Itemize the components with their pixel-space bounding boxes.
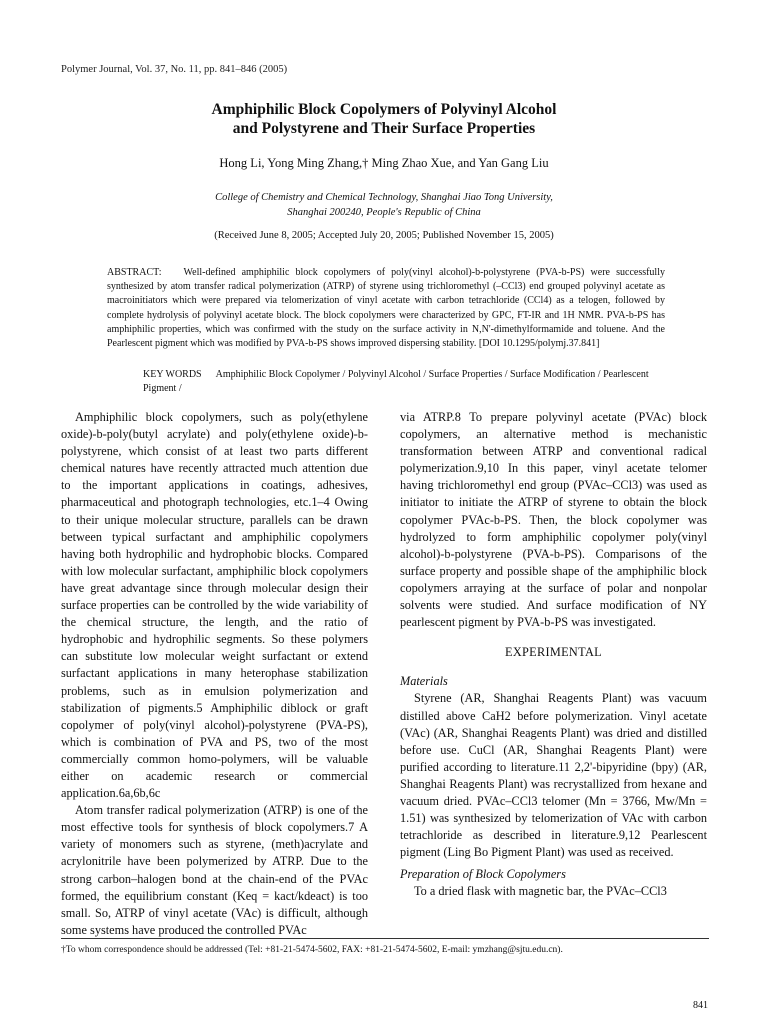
affiliation-line-1: College of Chemistry and Chemical Technology, Shanghai Jiao Tong University, bbox=[215, 192, 553, 203]
footnote-divider bbox=[61, 938, 709, 939]
experimental-heading: EXPERIMENTAL bbox=[505, 645, 602, 660]
preparation-paragraph: To a dried flask with magnetic bar, the PVAc–CCl3 bbox=[414, 884, 667, 899]
keywords-label: KEY WORDS bbox=[143, 369, 202, 380]
keywords bbox=[143, 368, 665, 396]
affiliation bbox=[120, 190, 648, 220]
received-dates: (Received June 8, 2005; Accepted July 20, 2005; Published November 15, 2005) bbox=[214, 230, 554, 241]
abstract-text: Well-defined amphiphilic block copolymers of poly(vinyl alcohol)-b-polystyrene (PVA-b-PS) were successfully synthesized by atom transfer radical polymerization (ATRP) of styrene using trichloromethyl (–CCl3) end grouped polyvinyl acetate as macroinitiators which were prepared via telomerization of vinyl acetate with carbon tetrachloride (CCl4) as a telogen, followed by complete hydrolysis of polyvinyl acetate block. The block copolymers were characterized by GPC, FT-IR and 1H NMR. PVA-b-PS has amphiphilic properties, which was confirmed with the study on the surface activity in N,N'-dimethylformamide and toluene. And the Pearlescent pigment which was modified by PVA-b-PS shows improved dispersing stability. [DOI 10.1295/polymj.37.841] bbox=[107, 267, 665, 350]
author-list: Hong Li, Yong Ming Zhang,† Ming Zhao Xue, and Yan Gang Liu bbox=[219, 156, 549, 170]
title-line-2: and Polystyrene and Their Surface Properties bbox=[232, 120, 536, 137]
page-number: 841 bbox=[693, 1000, 708, 1011]
preparation-heading: Preparation of Block Copolymers bbox=[400, 867, 566, 882]
intro-paragraph-3: via ATRP.8 To prepare polyvinyl acetate (PVAc) block copolymers, an alternative method is mechanistic transformation between ATRP and conventional radical polymerization.9,10 In this paper, vinyl acetate telomer having trichloromethyl end group (PVAc–CCl3) was used as initiator to initiate the ATRP of styrene to obtain the block copolymer PVAc-b-PS. Then, the block copolymer was hydrolyzed to form amphiphilic copolymer poly(vinyl alcohol)-b-polystyrene (PVA-b-PS). Comparisons of the surface property and possible shape of the amphiphilic block copolymers arraying at the surface of polar and nonpolar solvents were studied. And surface modification of NY pearlescent pigment by PVA-b-PS was investigated. bbox=[400, 410, 707, 630]
right-column bbox=[400, 409, 707, 901]
journal-citation: Polymer Journal, Vol. 37, No. 11, pp. 841–846 (2005) bbox=[61, 64, 288, 75]
materials-heading: Materials bbox=[400, 674, 448, 689]
correspondence-footnote: †To whom correspondence should be addressed (Tel: +81-21-5474-5602, FAX: +81-21-5474-5602, E-mail: ymzhang@sjtu.edu.cn). bbox=[61, 945, 563, 955]
article-title bbox=[90, 100, 678, 138]
materials-paragraph: Styrene (AR, Shanghai Reagents Plant) was vacuum distilled above CaH2 before polymerization. Vinyl acetate (VAc) (AR, Shanghai Reagents Plant) was dried and distilled before use. CuCl (AR, Shanghai Reagents Plant) were purified according to literature.11 2,2'-bipyridine (bpy) (AR, Shanghai Reagents Plant) was recrystallized from hexane and vacuum dried. PVAc–CCl3 telomer (Mn = 3766, Mw/Mn = 1.51) was synthesized by telomerization of VAc with carbon tetrachloride as described in literature.9,12 Pearlescent pigment (Ling Bo Pigment Plant) was used as received. bbox=[400, 691, 707, 860]
abstract bbox=[107, 266, 665, 351]
affiliation-line-2: Shanghai 200240, People's Republic of China bbox=[287, 207, 481, 218]
intro-paragraph-2: Atom transfer radical polymerization (ATRP) is one of the most effective tools for synthesis of block copolymers.7 A variety of monomers such as styrene, (meth)acrylate and acrylonitrile have been polymerized by ATRP. Due to the strong carbon–halogen bond at the chain-end of the PVAc formed, the equilibrium constant (Keq = kact/kdeact) is too small. So, ATRP of vinyl acetate (VAc) is difficult, although some systems have produced the controlled PVAc bbox=[61, 803, 368, 937]
title-line-1: Amphiphilic Block Copolymers of Polyvinyl Alcohol bbox=[211, 101, 557, 118]
intro-paragraph-1: Amphiphilic block copolymers, such as poly(ethylene oxide)-b-poly(butyl acrylate) and poly(ethylene oxide)-b-polystyrene, which consist of at least two parts different chemical natures have recently attracted much attention due to the important applications in coatings, adhesives, pharmaceutical and photograph technologies, etc.1–4 Owing to their unique molecular structure, parallels can be drawn between typical surfactant and amphiphilic copolymers having both hydrophilic and hydrophobic blocks. Compared with low molecular surfactant, amphiphilic block copolymers have great advantage since through molecular design their surface properties can be controlled by the wide variability of the chemical structure, the length, and the ratio of hydrophobic and hydrophilic segments. So these polymers can substitute low molecular weight surfactant or extend surfactant applications in many heterophase stabilization problems, such as in emulsion polymerization and stabilization of pigments.5 Amphiphilic diblock or graft copolymer of poly(vinyl alcohol)-polystyrene (PVA-PS), which is combination of PVA and PS, two of the most commercially common homo-polymers, will be valuable either on academic research or commercial application.6a,6b,6c bbox=[61, 410, 368, 801]
abstract-label: ABSTRACT: bbox=[107, 267, 162, 278]
keywords-text: Amphiphilic Block Copolymer / Polyvinyl Alcohol / Surface Properties / Surface Modification / Pearlescent Pigment / bbox=[143, 369, 649, 395]
left-column bbox=[61, 409, 368, 939]
